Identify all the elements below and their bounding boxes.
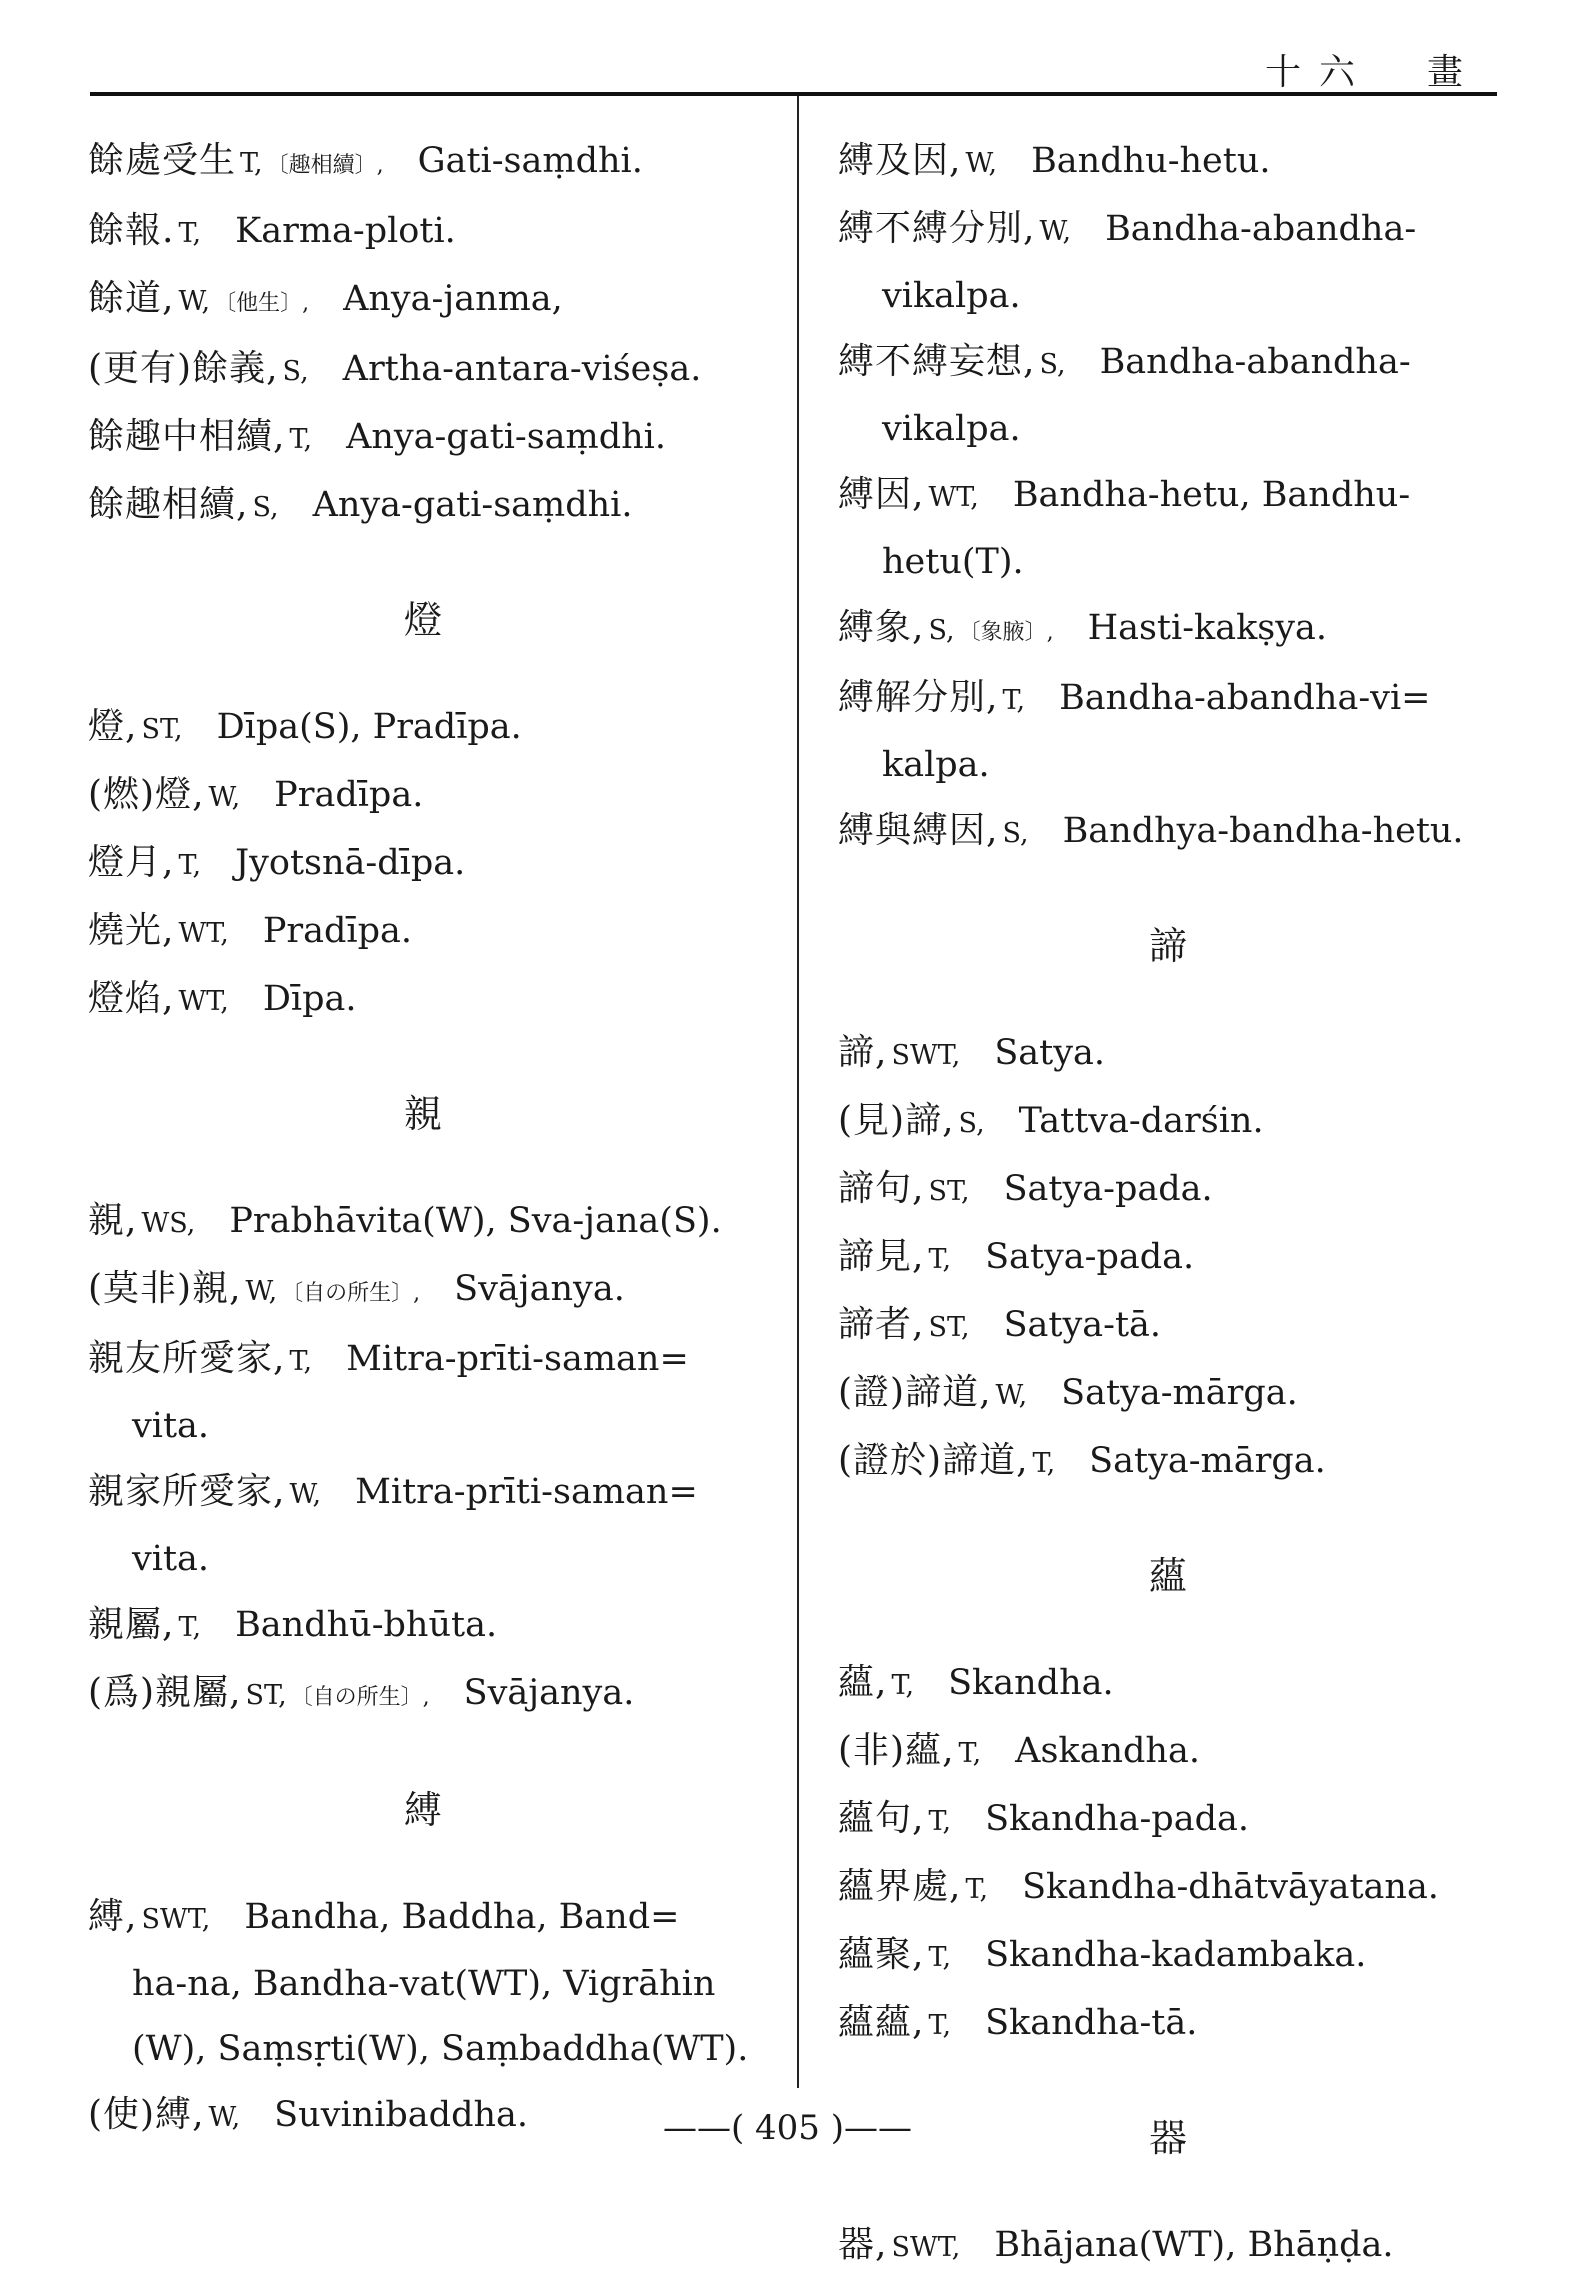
entry-sanskrit: Satya-pada. bbox=[985, 1237, 1195, 1277]
entry-sanskrit: Tattva-darśin. bbox=[1018, 1101, 1264, 1141]
section-heading-fu: 縛 bbox=[403, 1788, 442, 1832]
entry-source: W, bbox=[995, 1380, 1028, 1411]
entry-source: T, bbox=[1032, 1448, 1056, 1479]
entry-headword: (燃)燈, bbox=[88, 774, 205, 815]
dictionary-entry bbox=[838, 1360, 1498, 1428]
entry-headword: 餘報. bbox=[88, 210, 175, 251]
entry-sanskrit: Svājanya. bbox=[463, 1673, 635, 1713]
dictionary-entry bbox=[88, 694, 758, 762]
entry-headword: 諦者, bbox=[838, 1304, 925, 1345]
entry-source: T, bbox=[928, 2010, 952, 2041]
entry-note: 〔象腋〕, bbox=[958, 620, 1054, 645]
dictionary-entry bbox=[838, 128, 1498, 196]
entry-source: T, bbox=[928, 1806, 952, 1837]
entry-source: W, bbox=[289, 1479, 322, 1510]
left-column bbox=[88, 128, 758, 2150]
entry-group bbox=[88, 1188, 758, 1730]
entry-headword: 蘊界處, bbox=[838, 1866, 962, 1907]
entry-continuation: vita. bbox=[132, 1406, 210, 1446]
entry-sanskrit: Bandha-abandha- bbox=[1105, 209, 1417, 249]
entry-source: T, bbox=[178, 1612, 202, 1643]
entry-source: WT, bbox=[178, 918, 229, 949]
entry-headword: 諦見, bbox=[838, 1236, 925, 1277]
entry-headword: 親家所愛家, bbox=[88, 1471, 286, 1512]
entry-source: S, bbox=[282, 356, 309, 387]
dictionary-entry bbox=[88, 472, 758, 540]
dictionary-entry bbox=[838, 665, 1498, 798]
dictionary-entry bbox=[838, 1428, 1498, 1496]
entry-source: W, bbox=[208, 2102, 241, 2133]
entry-headword: 燈, bbox=[88, 706, 138, 747]
entry-sanskrit: Anya-janma, bbox=[343, 279, 563, 319]
entry-source: SWT, bbox=[891, 2232, 961, 2263]
entry-sanskrit: Bhājana(WT), Bhāṇḍa. bbox=[994, 2225, 1394, 2265]
entry-sanskrit: Gati-saṃdhi. bbox=[417, 141, 643, 181]
dictionary-entry bbox=[838, 1224, 1498, 1292]
entry-sanskrit: Skandha-pada. bbox=[985, 1799, 1249, 1839]
entry-headword: 器, bbox=[838, 2224, 888, 2265]
entry-continuation: kalpa. bbox=[882, 745, 990, 785]
entry-source: W, bbox=[178, 286, 211, 317]
entry-sanskrit: Bandha-abandha- bbox=[1099, 342, 1411, 382]
section-heading-di: 諦 bbox=[1148, 924, 1187, 968]
entry-group bbox=[88, 694, 758, 1034]
entry-sanskrit: Askandha. bbox=[1015, 1731, 1200, 1771]
entry-headword: 縛象, bbox=[838, 607, 925, 648]
entry-source: WT, bbox=[178, 986, 229, 1017]
entry-sanskrit: Anya-gati-saṃdhi. bbox=[346, 417, 666, 457]
entry-source: W, bbox=[965, 148, 998, 179]
entry-headword: (更有)餘義, bbox=[88, 348, 279, 389]
entry-sanskrit: Bandhu-hetu. bbox=[1031, 141, 1271, 181]
entry-source: S, bbox=[928, 615, 955, 646]
entry-source: T, bbox=[1002, 685, 1026, 716]
entry-sanskrit: Svājanya. bbox=[454, 1269, 625, 1309]
dictionary-entry bbox=[838, 329, 1498, 462]
entry-source: T, bbox=[289, 1346, 313, 1377]
dictionary-entry bbox=[838, 2212, 1498, 2280]
entry-source: T, bbox=[178, 850, 202, 881]
entry-source: T, bbox=[891, 1670, 915, 1701]
entry-sanskrit: Suvinibaddha. bbox=[274, 2095, 529, 2135]
entry-sanskrit: Bandha-hetu, Bandhu- bbox=[1012, 475, 1411, 515]
entry-note: 〔自の所生〕, bbox=[290, 1685, 430, 1710]
entry-sanskrit: Bandha-abandha-vi= bbox=[1059, 678, 1431, 718]
entry-source: S, bbox=[252, 492, 279, 523]
entry-source: W, bbox=[208, 782, 241, 813]
dictionary-entry bbox=[88, 762, 758, 830]
entry-sanskrit: Skandha. bbox=[948, 1663, 1114, 1703]
column-divider bbox=[797, 96, 799, 2088]
entry-source: T, bbox=[928, 1942, 952, 1973]
entry-continuation: ha-na, Bandha-vat(WT), Vigrāhin bbox=[132, 1964, 716, 2004]
entry-sanskrit: Satya-tā. bbox=[1003, 1305, 1162, 1345]
entry-headword: (非)蘊, bbox=[838, 1730, 955, 1771]
entry-headword: (證於)諦道, bbox=[838, 1440, 1029, 1481]
dictionary-entry bbox=[838, 1020, 1498, 1088]
entry-headword: 蘊蘊, bbox=[838, 2002, 925, 2043]
entry-sanskrit: Bandhū-bhūta. bbox=[235, 1605, 498, 1645]
entry-headword: (使)縛, bbox=[88, 2094, 205, 2135]
entry-source: T, bbox=[289, 424, 313, 455]
dictionary-entry bbox=[838, 1718, 1498, 1786]
page-number: ——( 405 )—— bbox=[662, 2108, 913, 2148]
dictionary-entry bbox=[838, 1786, 1498, 1854]
entry-sanskrit: Mitra-prīti-saman= bbox=[355, 1472, 698, 1512]
entry-headword: 餘趣中相續, bbox=[88, 416, 286, 457]
entry-headword: 餘趣相續, bbox=[88, 484, 249, 525]
entry-source: WS, bbox=[141, 1208, 196, 1239]
entry-headword: 縛因, bbox=[838, 474, 925, 515]
entry-group bbox=[88, 128, 758, 540]
entry-headword: 餘道, bbox=[88, 278, 175, 319]
entry-source: T, bbox=[178, 218, 202, 249]
entry-headword: 燒光, bbox=[88, 910, 175, 951]
entry-source: T, bbox=[928, 1244, 952, 1275]
entry-group bbox=[838, 1020, 1498, 1496]
header-rule bbox=[90, 92, 1497, 96]
entry-headword: (證)諦道, bbox=[838, 1372, 992, 1413]
dictionary-entry bbox=[88, 1326, 758, 1459]
dictionary-entry bbox=[838, 798, 1498, 866]
section-heading-yun: 蘊 bbox=[1148, 1554, 1187, 1598]
entry-group bbox=[838, 128, 1498, 866]
entry-headword: (爲)親屬, bbox=[88, 1672, 242, 1713]
dictionary-entry bbox=[88, 198, 758, 266]
entry-headword: 燈月, bbox=[88, 842, 175, 883]
entry-headword: 縛解分別, bbox=[838, 677, 999, 718]
entry-source: W, bbox=[245, 1276, 278, 1307]
dictionary-entry bbox=[88, 404, 758, 472]
dictionary-entry bbox=[838, 1990, 1498, 2058]
entry-source: ST, bbox=[928, 1176, 970, 1207]
entry-continuation: (W), Saṃsṛti(W), Saṃbaddha(WT). bbox=[132, 2029, 749, 2069]
section-heading-deng: 燈 bbox=[403, 598, 442, 642]
entry-headword: 縛, bbox=[88, 1896, 138, 1937]
entry-source: T, bbox=[965, 1874, 989, 1905]
entry-sanskrit: Anya-gati-saṃdhi. bbox=[312, 485, 633, 525]
entry-source: S, bbox=[958, 1108, 985, 1139]
dictionary-entry bbox=[838, 1854, 1498, 1922]
entry-headword: 餘處受生 bbox=[88, 140, 237, 181]
entry-headword: 縛不縛妄想, bbox=[838, 341, 1036, 382]
entry-sanskrit: Skandha-kadambaka. bbox=[985, 1935, 1367, 1975]
dictionary-entry bbox=[88, 336, 758, 404]
dictionary-entry bbox=[838, 1922, 1498, 1990]
entry-sanskrit: Satya-mārga. bbox=[1089, 1441, 1326, 1481]
entry-headword: 親屬, bbox=[88, 1604, 175, 1645]
dictionary-entry bbox=[88, 1256, 758, 1326]
entry-note: 〔自の所生〕, bbox=[281, 1281, 421, 1306]
entry-continuation: vikalpa. bbox=[882, 276, 1021, 316]
entry-sanskrit: Mitra-prīti-saman= bbox=[346, 1339, 689, 1379]
entry-sanskrit: Hasti-kakṣya. bbox=[1087, 608, 1328, 648]
dictionary-entry bbox=[838, 1292, 1498, 1360]
entry-sanskrit: Artha-antara-viśeṣa. bbox=[342, 349, 702, 389]
entry-sanskrit: Skandha-dhātvāyatana. bbox=[1022, 1867, 1439, 1907]
right-column bbox=[838, 128, 1498, 2280]
entry-headword: 縛不縛分別, bbox=[838, 208, 1036, 249]
entry-sanskrit: Karma-ploti. bbox=[235, 211, 456, 251]
entry-note: 〔他生〕, bbox=[214, 291, 310, 316]
dictionary-entry bbox=[838, 462, 1498, 595]
entry-sanskrit: Satya-pada. bbox=[1003, 1169, 1213, 1209]
dictionary-entry bbox=[88, 266, 758, 336]
dictionary-entry bbox=[88, 128, 758, 198]
entry-source: ST, bbox=[141, 714, 183, 745]
entry-continuation: hetu(T). bbox=[882, 542, 1024, 582]
entry-source: ST, bbox=[245, 1680, 287, 1711]
entry-headword: 諦句, bbox=[838, 1168, 925, 1209]
entry-headword: 蘊句, bbox=[838, 1798, 925, 1839]
entry-source: SWT, bbox=[891, 1040, 961, 1071]
entry-sanskrit: Dīpa. bbox=[262, 979, 357, 1019]
dictionary-entry bbox=[838, 1156, 1498, 1224]
entry-sanskrit: Pradīpa. bbox=[262, 911, 412, 951]
entry-sanskrit: Satya. bbox=[994, 1033, 1106, 1073]
entry-headword: (見)諦, bbox=[838, 1100, 955, 1141]
section-heading-qin: 親 bbox=[403, 1092, 442, 1136]
entry-source: WT, bbox=[928, 482, 979, 513]
entry-headword: 親, bbox=[88, 1200, 138, 1241]
entry-source: S, bbox=[1039, 349, 1066, 380]
dictionary-entry bbox=[838, 595, 1498, 665]
entry-headword: 蘊, bbox=[838, 1662, 888, 1703]
entry-source: W, bbox=[1039, 216, 1072, 247]
dictionary-entry bbox=[88, 830, 758, 898]
entry-source: SWT, bbox=[141, 1904, 211, 1935]
dictionary-entry bbox=[88, 898, 758, 966]
entry-sanskrit: Pradīpa. bbox=[274, 775, 424, 815]
entry-source: ST, bbox=[928, 1312, 970, 1343]
entry-note: 〔趣相續〕, bbox=[266, 153, 384, 178]
dictionary-entry bbox=[838, 1650, 1498, 1718]
dictionary-entry bbox=[88, 1660, 758, 1730]
section-heading-qi: 器 bbox=[1148, 2116, 1187, 2160]
entry-sanskrit: Jyotsnā-dīpa. bbox=[235, 843, 466, 883]
dictionary-entry bbox=[88, 1459, 758, 1592]
dictionary-entry bbox=[88, 1884, 758, 2082]
entry-source: T, bbox=[958, 1738, 982, 1769]
entry-sanskrit: Skandha-tā. bbox=[985, 2003, 1198, 2043]
entry-sanskrit: Dīpa(S), Pradīpa. bbox=[216, 707, 522, 747]
dictionary-entry bbox=[88, 966, 758, 1034]
dictionary-entry bbox=[88, 1188, 758, 1256]
entry-headword: (莫非)親, bbox=[88, 1268, 242, 1309]
dictionary-entry bbox=[838, 196, 1498, 329]
dictionary-entry bbox=[838, 1088, 1498, 1156]
entry-headword: 諦, bbox=[838, 1032, 888, 1073]
entry-group bbox=[838, 2212, 1498, 2280]
entry-group bbox=[838, 1650, 1498, 2058]
entry-sanskrit: Satya-mārga. bbox=[1061, 1373, 1298, 1413]
entry-sanskrit: Bandha, Baddha, Band= bbox=[244, 1897, 680, 1937]
entry-sanskrit: Prabhāvita(W), Sva-jana(S). bbox=[229, 1201, 722, 1241]
entry-source: S, bbox=[1002, 818, 1029, 849]
entry-headword: 燈焰, bbox=[88, 978, 175, 1019]
entry-headword: 親友所愛家, bbox=[88, 1338, 286, 1379]
dictionary-entry bbox=[88, 1592, 758, 1660]
entry-continuation: vikalpa. bbox=[882, 409, 1021, 449]
entry-source: T, bbox=[240, 148, 263, 179]
entry-headword: 縛及因, bbox=[838, 140, 962, 181]
entry-headword: 蘊聚, bbox=[838, 1934, 925, 1975]
entry-continuation: vita. bbox=[132, 1539, 210, 1579]
entry-sanskrit: Bandhya-bandha-hetu. bbox=[1062, 811, 1464, 851]
running-header: 十六 畫 bbox=[1264, 52, 1481, 93]
entry-headword: 縛與縛因, bbox=[838, 810, 999, 851]
